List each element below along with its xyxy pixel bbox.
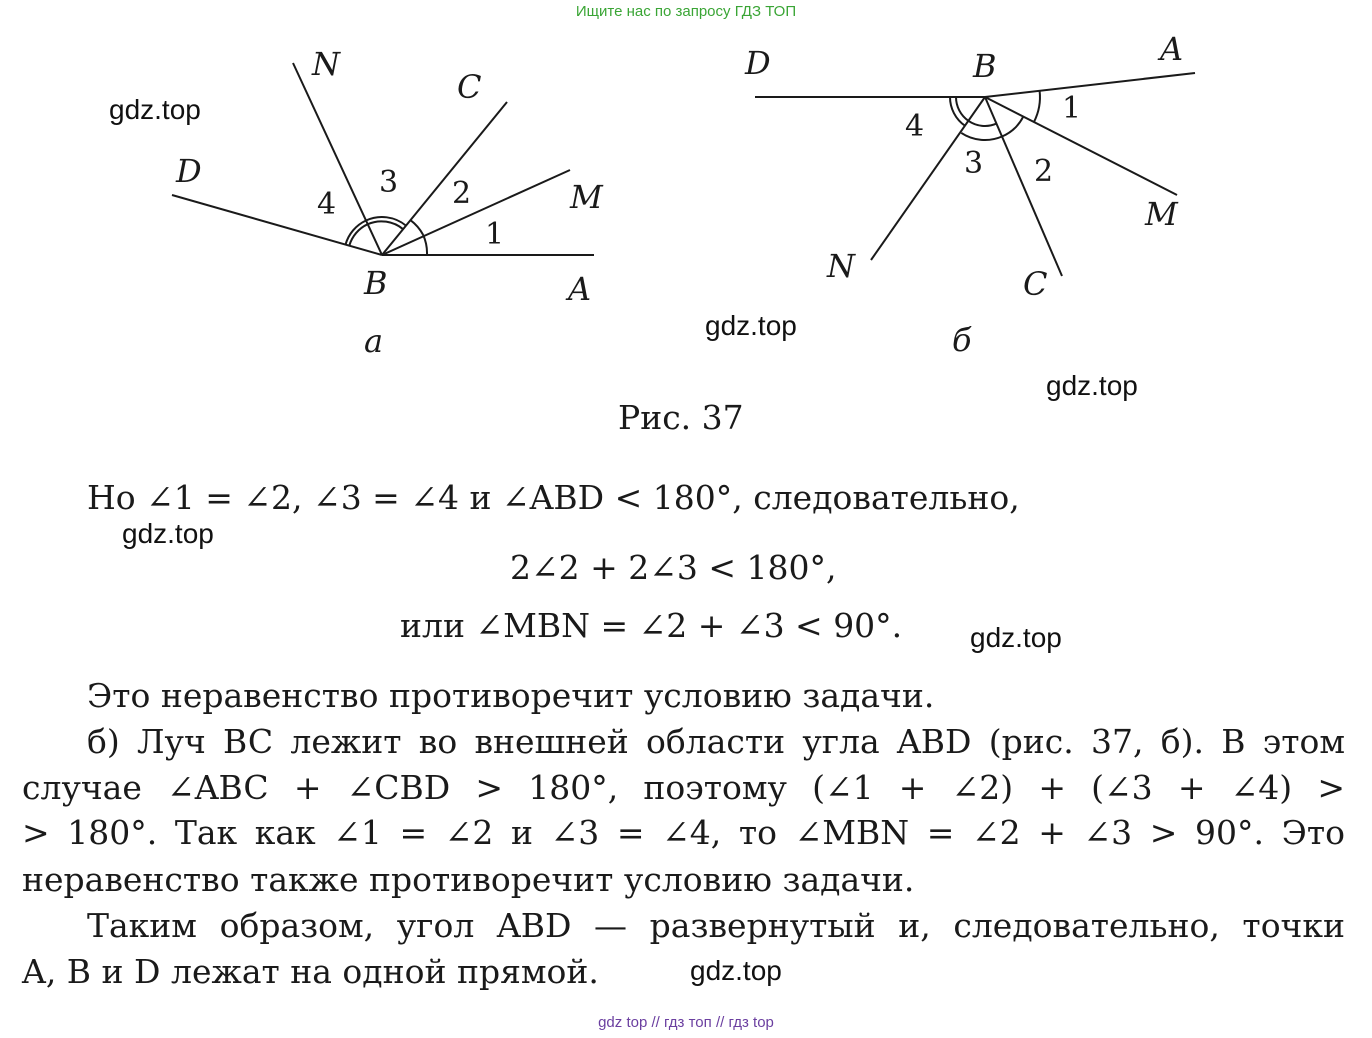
watermark-6[interactable]: gdz.top	[690, 955, 782, 986]
angle-4-label: 4	[317, 187, 337, 222]
watermark-2[interactable]: gdz.top	[705, 310, 797, 341]
text-line-6: случае ∠ABC + ∠CBD > 180°, поэтому (∠1 + ∠2) + (∠3 + ∠4) >	[22, 768, 1345, 807]
top-watermark[interactable]: Ищите нас по запросу ГДЗ ТОП	[575, 3, 797, 20]
footer-link-3[interactable]: гдз top	[728, 1014, 774, 1031]
point-m-label: M	[1145, 195, 1178, 233]
figure-b-sublabel: б	[952, 321, 972, 359]
point-b-label: B	[973, 47, 997, 85]
arc-angle-4a	[956, 97, 968, 121]
point-n-label: N	[312, 45, 340, 83]
point-a-label: A	[568, 270, 592, 308]
text-line-3: или ∠MBN = ∠2 + ∠3 < 90°.	[400, 606, 903, 645]
text-line-4: Это неравенство противоречит условию задачи.	[87, 676, 935, 715]
arc-angle-3b	[968, 121, 996, 126]
footer-watermark[interactable]	[0, 1014, 1372, 1031]
ray-ba	[985, 73, 1195, 97]
footer-sep-2: //	[715, 1014, 725, 1031]
angle-3-label: 3	[964, 146, 984, 181]
watermark-1[interactable]: gdz.top	[109, 94, 201, 125]
arc-angle-1	[1034, 91, 1040, 122]
text-line-5: б) Луч BC лежит во внешней области угла ABD (рис. 37, б). В этом	[87, 722, 1345, 761]
footer-sep-1: //	[651, 1014, 660, 1031]
figure-a	[0, 0, 690, 370]
arc-angle-2	[411, 220, 424, 234]
point-d-label: D	[176, 152, 202, 190]
footer-link-2[interactable]: гдз топ	[664, 1014, 712, 1031]
point-d-label: D	[745, 44, 771, 82]
text-line-9: Таким образом, угол ABD — развернутый и, следовательно, точки	[87, 906, 1345, 945]
arc-angle-3b	[368, 221, 403, 229]
footer-link-1[interactable]: gdz top	[598, 1014, 648, 1031]
point-b-label: B	[364, 264, 388, 302]
watermark-3[interactable]: gdz.top	[1046, 370, 1138, 401]
arc-angle-1	[423, 235, 427, 255]
point-n-label: N	[827, 247, 855, 285]
ray-bn	[293, 63, 382, 255]
arc-angle-4b	[950, 97, 965, 126]
angle-1-label: 1	[1062, 91, 1082, 126]
angle-4-label: 4	[905, 109, 925, 144]
ray-bm	[382, 170, 570, 255]
figure-caption: Рис. 37	[618, 398, 744, 437]
angle-2-label: 2	[1034, 154, 1054, 189]
text-line-1: Но ∠1 = ∠2, ∠3 = ∠4 и ∠ABD < 180°, следовательно,	[87, 478, 1020, 517]
arc-angle-4b	[349, 224, 367, 246]
point-a-label: A	[1160, 30, 1184, 68]
text-line-2: 2∠2 + 2∠3 < 180°,	[510, 548, 837, 587]
angle-3-label: 3	[379, 165, 399, 200]
text-line-8: неравенство также противоречит условию задачи.	[22, 860, 915, 899]
angle-2-label: 2	[452, 176, 472, 211]
watermark-4[interactable]: gdz.top	[122, 518, 214, 549]
point-c-label: C	[1023, 265, 1048, 303]
watermark-5[interactable]: gdz.top	[970, 622, 1062, 653]
figure-a-sublabel: а	[364, 322, 384, 360]
ray-bd	[172, 195, 382, 255]
arc-angle-2	[1002, 117, 1023, 137]
point-c-label: C	[457, 68, 482, 106]
text-line-7: > 180°. Так как ∠1 = ∠2 и ∠3 = ∠4, то ∠MBN = ∠2 + ∠3 > 90°. Это	[22, 813, 1345, 852]
text-line-10: A, B и D лежат на одной прямой.	[22, 952, 599, 991]
angle-1-label: 1	[485, 217, 505, 252]
arc-angle-3a	[961, 133, 1002, 140]
point-m-label: M	[570, 178, 603, 216]
